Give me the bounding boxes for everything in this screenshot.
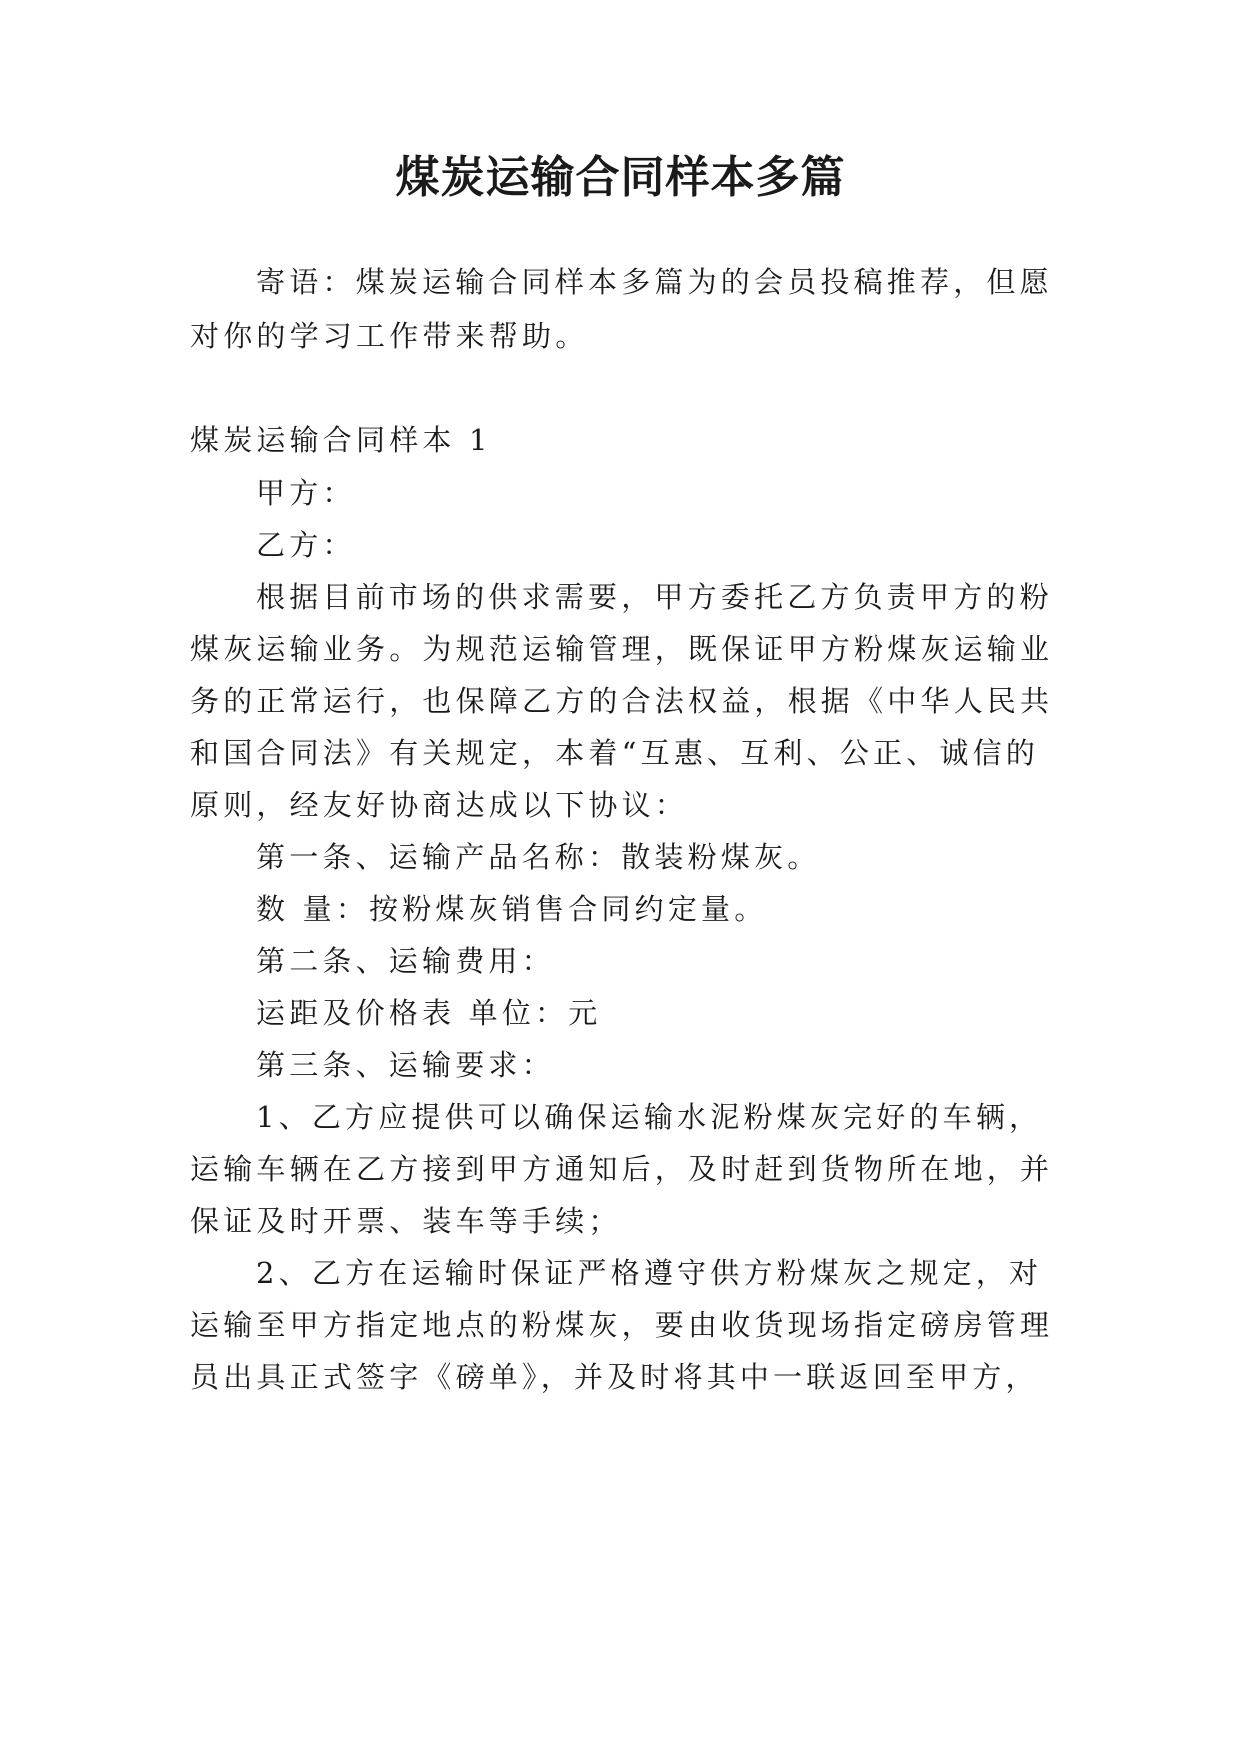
intro-line: 对你的学习工作带来帮助。: [190, 319, 589, 353]
document-title: 煤炭运输合同样本多篇: [395, 152, 846, 203]
item-2-line: 员出具正式签字《磅单》，并及时将其中一联返回至甲方，: [190, 1360, 1039, 1394]
quantity-line: 数 量：按粉煤灰销售合同约定量。: [256, 892, 768, 926]
preamble-line: 根据目前市场的供求需要，甲方委托乙方负责甲方的粉: [256, 580, 1053, 614]
item-1-line: 运输车辆在乙方接到甲方通知后，及时赶到货物所在地，并: [190, 1152, 1054, 1186]
item-2-line: 运输至甲方指定地点的粉煤灰，要由收货现场指定磅房管理: [190, 1308, 1054, 1342]
item-2-line: 2、乙方在运输时保证严格遵守供方粉煤灰之规定，对: [256, 1256, 1043, 1290]
party-a-label: 甲方：: [256, 476, 356, 510]
preamble-line: 和国合同法》有关规定，本着“互惠、互利、公正、诚信的: [190, 736, 1040, 770]
article-3: 第三条、运输要求：: [256, 1048, 555, 1082]
item-1-line: 保证及时开票、装车等手续；: [190, 1204, 622, 1238]
party-b-label: 乙方：: [256, 528, 356, 562]
article-1: 第一条、运输产品名称：散装粉煤灰。: [256, 840, 821, 874]
item-1-line: 1、乙方应提供可以确保运输水泥粉煤灰完好的车辆，: [256, 1100, 1043, 1134]
article-2: 第二条、运输费用：: [256, 944, 555, 978]
price-table-line: 运距及价格表 单位：元: [256, 996, 602, 1030]
preamble-line: 务的正常运行，也保障乙方的合法权益，根据《中华人民共: [190, 684, 1054, 718]
preamble-line: 煤灰运输业务。为规范运输管理，既保证甲方粉煤灰运输业: [190, 632, 1054, 666]
section-heading: 煤炭运输合同样本 1: [190, 423, 492, 457]
preamble-line: 原则，经友好协商达成以下协议：: [190, 788, 689, 822]
intro-line: 寄语：煤炭运输合同样本多篇为的会员投稿推荐，但愿: [256, 265, 1053, 299]
